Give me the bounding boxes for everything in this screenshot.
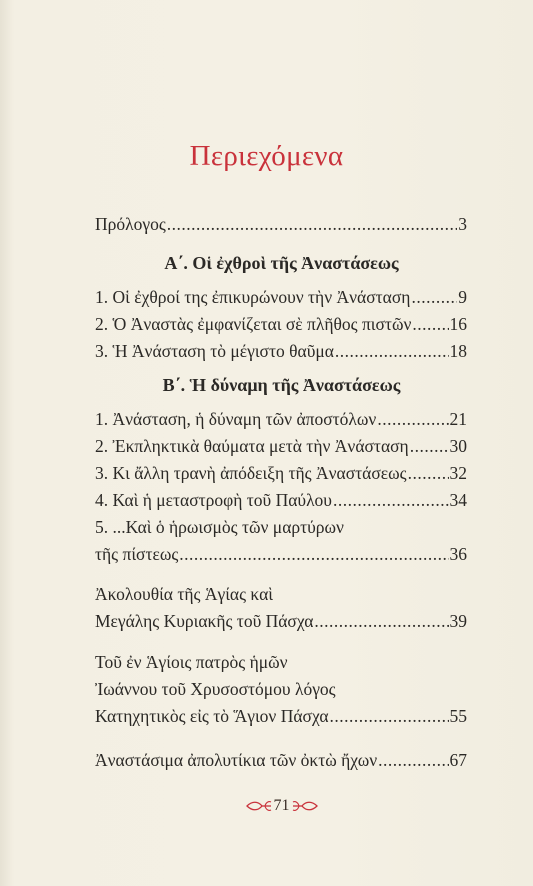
toc-entry-a3 bbox=[95, 340, 467, 362]
toc-entry-apolytikia bbox=[95, 749, 467, 771]
toc-page-number: 30 bbox=[449, 436, 467, 456]
toc-page-number: 32 bbox=[449, 463, 467, 483]
toc-page-number: 9 bbox=[458, 287, 467, 307]
toc-entry-text: 1. Οἱ ἐχθροί της ἐπικυρώνουν τὴν Ἀνάσταση bbox=[95, 287, 411, 307]
section-heading-a: Α΄. Οἱ ἐχθροὶ τῆς Ἀναστάσεως bbox=[164, 253, 399, 273]
toc-page-number: 16 bbox=[449, 314, 467, 334]
toc-entry-a2 bbox=[95, 313, 467, 335]
toc-entry-text: 2. Ὁ Ἀναστὰς ἐμφανίζεται σὲ πλῆθος πιστῶν bbox=[95, 314, 412, 334]
toc-page-number: 34 bbox=[449, 490, 467, 510]
dot-leader bbox=[408, 462, 449, 484]
toc-entry-text: τῆς πίστεως bbox=[95, 544, 179, 564]
toc-entry-b2 bbox=[95, 435, 467, 457]
dot-leader bbox=[179, 543, 448, 565]
toc-page-number: 3 bbox=[458, 214, 467, 234]
page-footer bbox=[0, 797, 533, 815]
toc-entry-text: Ἀναστάσιμα ἀπολυτίκια τῶν ὀκτὼ ἤχων bbox=[95, 750, 378, 770]
toc-page-number: 67 bbox=[449, 750, 467, 770]
toc-page-number: 39 bbox=[449, 611, 467, 631]
page-title: Περιεχόμενα bbox=[189, 140, 344, 172]
toc-entry-text: 4. Καὶ ἡ μεταστροφὴ τοῦ Παύλου bbox=[95, 490, 332, 510]
dot-leader bbox=[378, 749, 448, 771]
toc-entry-prologue bbox=[95, 213, 467, 235]
dot-leader bbox=[333, 489, 449, 511]
dot-leader bbox=[335, 340, 449, 362]
toc-entry-chrysostom-line2: Ἰωάννου τοῦ Χρυσοστόμου λόγος bbox=[95, 679, 336, 699]
toc-entry-akolouthia-line2 bbox=[95, 610, 467, 632]
dot-leader bbox=[411, 286, 457, 308]
toc-entry-text: 3. Κι ἄλλη τρανὴ ἀπόδειξη τῆς Ἀναστάσεως bbox=[95, 463, 407, 483]
toc-entry-text: Κατηχητικὸς εἰς τὸ Ἅγιον Πάσχα bbox=[95, 706, 329, 726]
dot-leader bbox=[330, 705, 449, 727]
dot-leader bbox=[167, 213, 457, 235]
toc-entry-a1 bbox=[95, 286, 467, 308]
floral-ornament-left-icon bbox=[246, 799, 272, 813]
toc-entry-b5-line1: 5. ...Καὶ ὁ ἡρωισμὸς τῶν μαρτύρων bbox=[95, 517, 344, 537]
toc-entry-b5-line2 bbox=[95, 543, 467, 565]
toc-entry-b3 bbox=[95, 462, 467, 484]
dot-leader bbox=[412, 313, 448, 335]
toc-entry-text: 3. Ἡ Ἀνάσταση τὸ μέγιστο θαῦμα bbox=[95, 341, 334, 361]
page-number: 71 bbox=[273, 797, 290, 814]
floral-ornament-right-icon bbox=[292, 799, 318, 813]
toc-page-number: 36 bbox=[449, 544, 467, 564]
dot-leader bbox=[377, 408, 448, 430]
section-heading-b: Β΄. Ἡ δύναμη τῆς Ἀναστάσεως bbox=[162, 375, 401, 395]
toc-page-number: 55 bbox=[449, 706, 467, 726]
toc-entry-b1 bbox=[95, 408, 467, 430]
toc-entry-text: Πρόλογος bbox=[95, 214, 166, 234]
toc-entry-text: Μεγάλης Κυριακῆς τοῦ Πάσχα bbox=[95, 611, 314, 631]
toc-entry-chrysostom-line3 bbox=[95, 705, 467, 727]
dot-leader bbox=[410, 435, 449, 457]
toc-entry-text: 1. Ἀνάσταση, ἡ δύναμη τῶν ἀποστόλων bbox=[95, 409, 377, 429]
toc-entry-chrysostom-line1: Τοῦ ἐν Ἁγίοις πατρὸς ἡμῶν bbox=[95, 652, 288, 672]
toc-page-number: 21 bbox=[449, 409, 467, 429]
dot-leader bbox=[314, 610, 448, 632]
toc-entry-text: 2. Ἐκπληκτικὰ θαύματα μετὰ τὴν Ἀνάσταση bbox=[95, 436, 409, 456]
toc-entry-akolouthia-line1: Ἀκολουθία τῆς Ἁγίας καὶ bbox=[95, 584, 273, 604]
toc-entry-b4 bbox=[95, 489, 467, 511]
toc-page-number: 18 bbox=[449, 341, 467, 361]
